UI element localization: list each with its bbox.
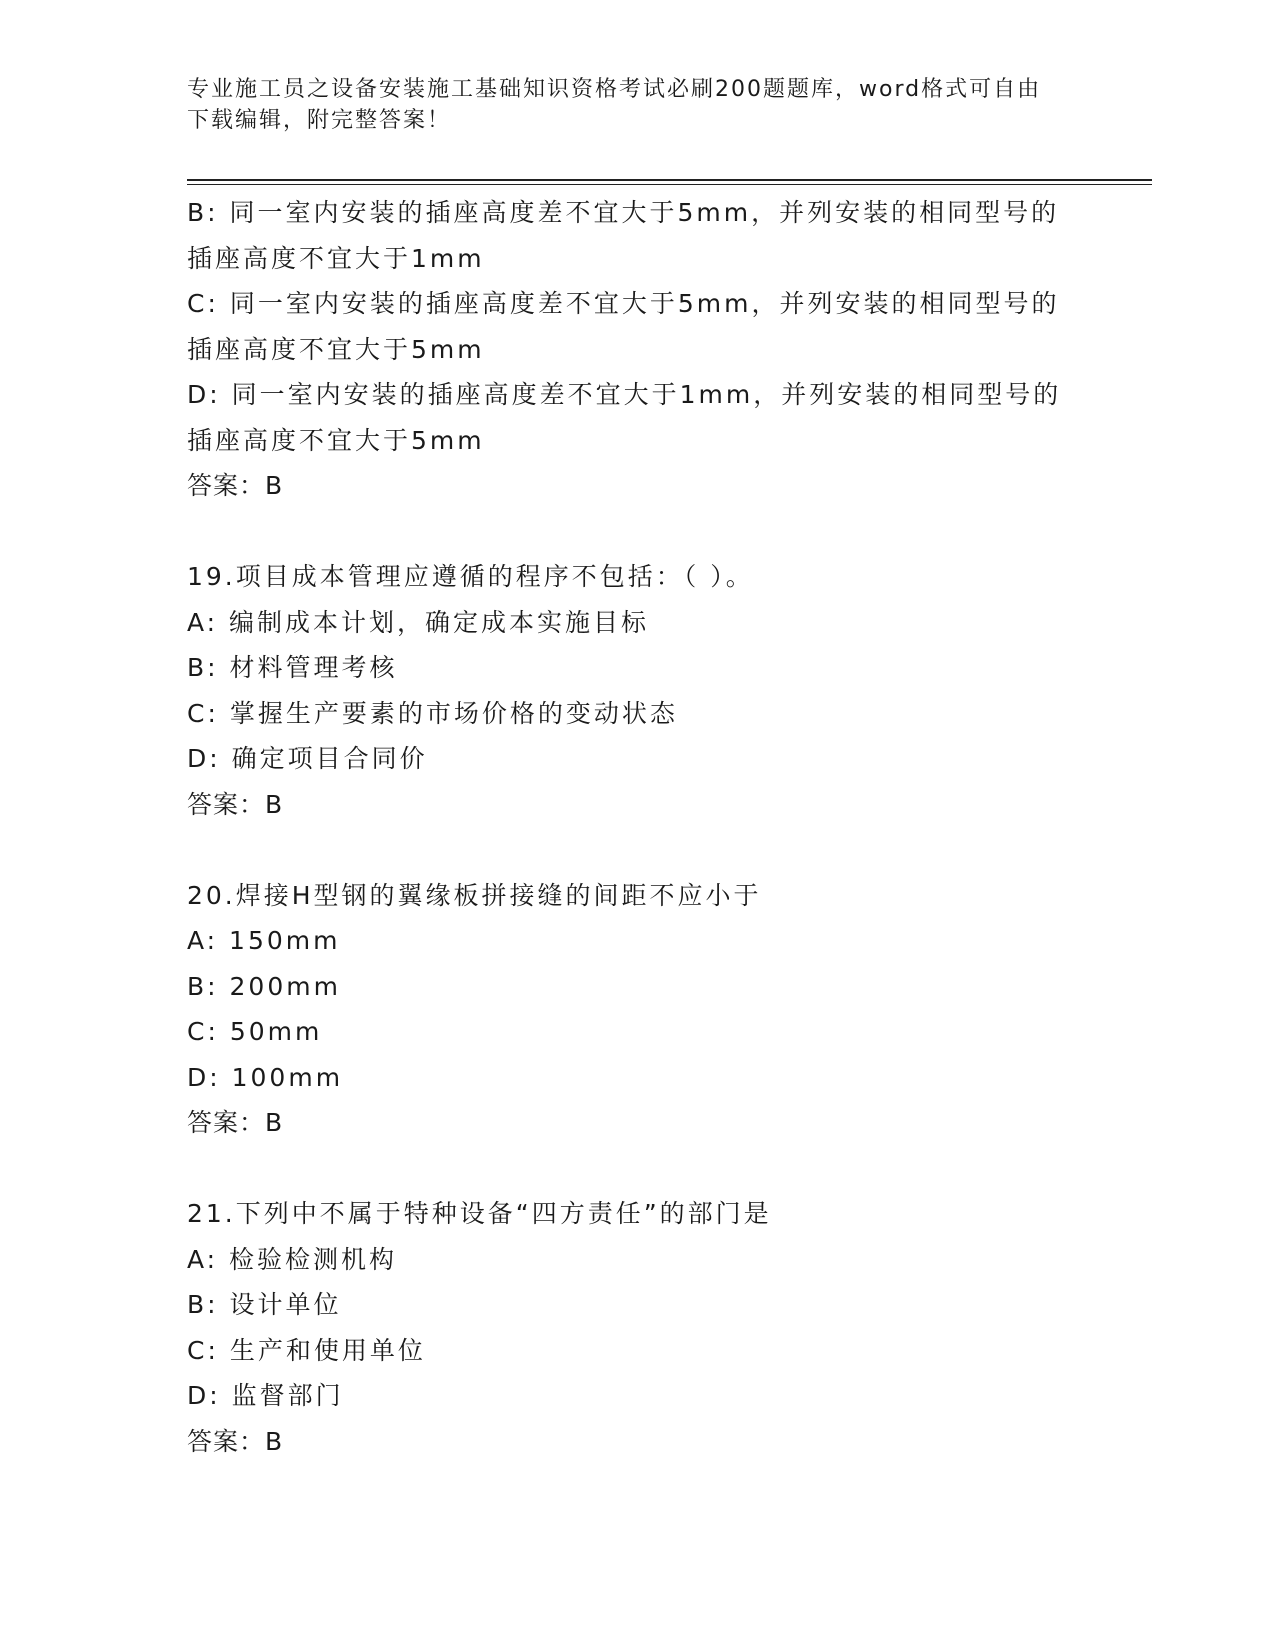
option-b: B: 材料管理考核 [187,653,398,682]
option-a: A: 150mm [187,926,341,955]
header-title-line-2: 下载编辑，附完整答案！ [187,108,452,133]
question-20 [187,873,1087,1146]
option-c-line-2: 插座高度不宜大于5mm [187,334,485,364]
option-d: D: 确定项目合同价 [187,744,428,773]
question-text: 20.焊接H型钢的翼缘板拼接缝的间距不应小于 [187,880,762,910]
spacer [187,509,1087,555]
answer: 答案：B [187,1426,284,1456]
option-b: B: 设计单位 [187,1290,342,1319]
option-c: C: 掌握生产要素的市场价格的变动状态 [187,698,678,728]
question-text: 19.项目成本管理应遵循的程序不包括：（ ）。 [187,562,754,591]
header-title-line-1: 专业施工员之设备安装施工基础知识资格考试必刷200题题库，word格式可自由 [187,77,1042,102]
option-b-line-1: B: 同一室内安装的插座高度差不宜大于5mm，并列安装的相同型号的 [187,198,1060,227]
question-21 [187,1191,1087,1464]
option-b: B: 200mm [187,971,341,1001]
header-divider-thin [187,184,1152,185]
answer: 答案：B [187,471,284,500]
option-d: D: 100mm [187,1062,344,1092]
option-d-line-2: 插座高度不宜大于5mm [187,425,485,455]
option-c-line-1: C: 同一室内安装的插座高度差不宜大于5mm，并列安装的相同型号的 [187,289,1060,318]
question-text: 21.下列中不属于特种设备“四方责任”的部门是 [187,1199,772,1228]
spacer [187,1146,1087,1192]
option-d-line-1: D: 同一室内安装的插座高度差不宜大于1mm，并列安装的相同型号的 [187,380,1062,409]
option-a: A: 检验检测机构 [187,1244,398,1274]
question-18 [187,190,1087,509]
document-header [187,74,1067,136]
document-body [187,190,1087,1464]
header-divider-thick [187,179,1152,181]
option-c: C: 生产和使用单位 [187,1335,426,1365]
question-19 [187,554,1087,827]
option-d: D: 监督部门 [187,1381,344,1410]
option-c: C: 50mm [187,1017,323,1046]
spacer [187,827,1087,873]
answer: 答案：B [187,789,284,819]
option-b-line-2: 插座高度不宜大于1mm [187,243,485,273]
answer: 答案：B [187,1108,284,1137]
option-a: A: 编制成本计划，确定成本实施目标 [187,607,650,637]
